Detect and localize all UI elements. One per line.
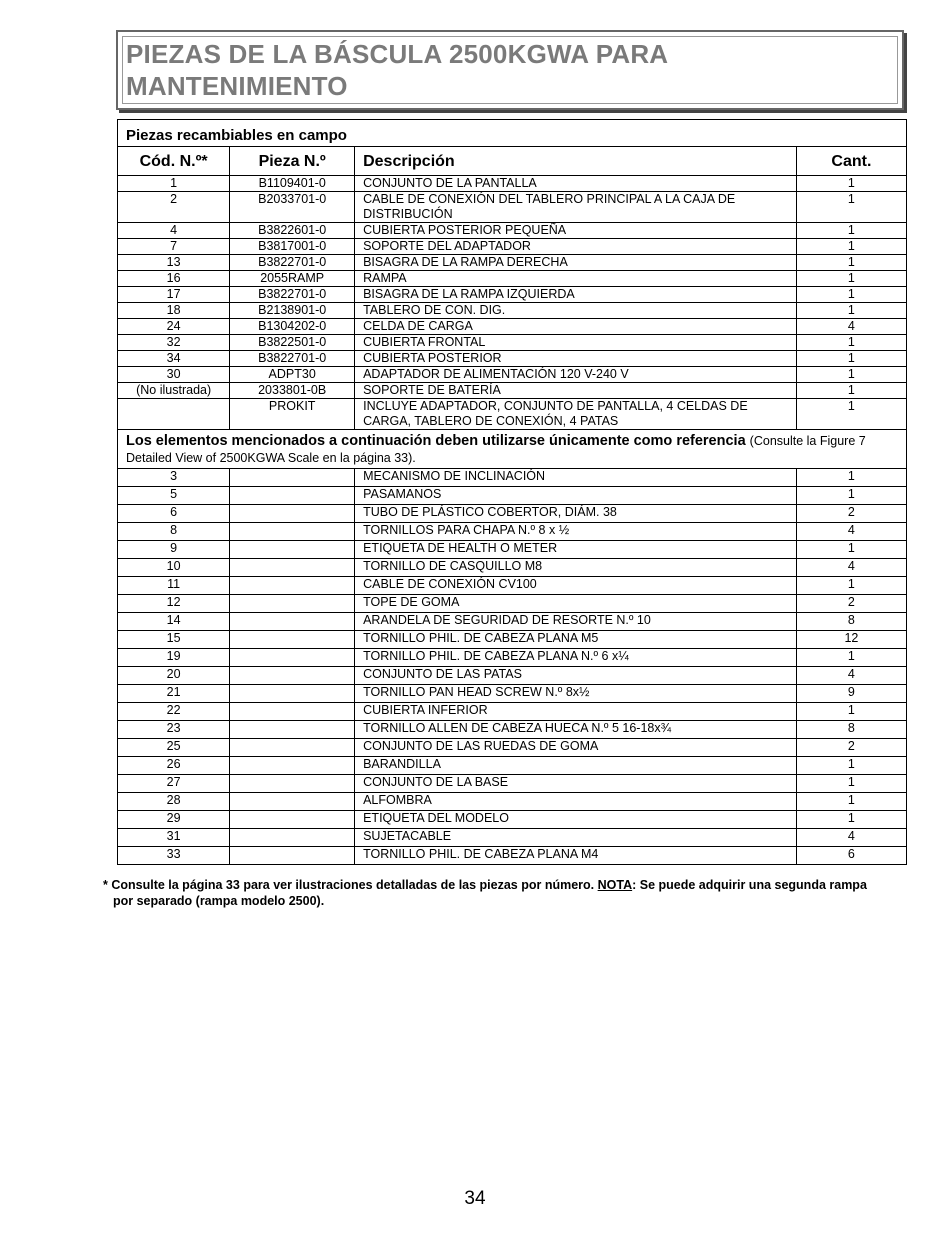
cell-description: TORNILLOS PARA CHAPA N.º 8 x ½ [355, 523, 797, 541]
cell-description: SOPORTE DEL ADAPTADOR [355, 239, 797, 255]
cell-description: CUBIERTA FRONTAL [355, 335, 797, 351]
table-row [118, 667, 907, 685]
cell-code: 18 [118, 303, 230, 319]
cell-code: 31 [118, 829, 230, 847]
cell-description: SUJETACABLE [355, 829, 797, 847]
cell-code: 32 [118, 335, 230, 351]
table-row [118, 595, 907, 613]
cell-code: 16 [118, 271, 230, 287]
cell-description: ADAPTADOR DE ALIMENTACIÓN 120 V-240 V [355, 367, 797, 383]
cell-description: ALFOMBRA [355, 793, 797, 811]
cell-part-number: B1109401-0 [230, 176, 355, 192]
table-row [118, 523, 907, 541]
cell-quantity: 4 [796, 319, 906, 335]
table-row [118, 271, 907, 287]
cell-quantity: 8 [796, 613, 906, 631]
cell-description: TORNILLO PHIL. DE CABEZA PLANA M5 [355, 631, 797, 649]
table-row [118, 223, 907, 239]
column-header-code: Cód. N.º* [118, 147, 230, 176]
cell-code: 23 [118, 721, 230, 739]
cell-part-number: ADPT30 [230, 367, 355, 383]
cell-code: 7 [118, 239, 230, 255]
cell-quantity: 1 [796, 649, 906, 667]
cell-part-number-empty [230, 685, 355, 703]
table-row [118, 793, 907, 811]
cell-code: 11 [118, 577, 230, 595]
cell-quantity: 1 [796, 793, 906, 811]
cell-quantity: 4 [796, 829, 906, 847]
cell-quantity: 1 [796, 239, 906, 255]
table-row [118, 613, 907, 631]
table-row [118, 469, 907, 487]
cell-description: CONJUNTO DE LA PANTALLA [355, 176, 797, 192]
cell-code: 34 [118, 351, 230, 367]
cell-description: SOPORTE DE BATERÍA [355, 383, 797, 399]
cell-part-number: 2033801-0B [230, 383, 355, 399]
table-row [118, 577, 907, 595]
cell-quantity: 1 [796, 757, 906, 775]
page-title [126, 38, 886, 102]
cell-code: 30 [118, 367, 230, 383]
table-row [118, 335, 907, 351]
footnote [103, 877, 933, 909]
cell-part-number: B2138901-0 [230, 303, 355, 319]
table-row [118, 383, 907, 399]
cell-quantity: 4 [796, 523, 906, 541]
cell-part-number-empty [230, 775, 355, 793]
cell-description: CUBIERTA POSTERIOR PEQUEÑA [355, 223, 797, 239]
cell-part-number-empty [230, 703, 355, 721]
table-row [118, 351, 907, 367]
cell-code: 14 [118, 613, 230, 631]
cell-description: RAMPA [355, 271, 797, 287]
cell-description: CUBIERTA INFERIOR [355, 703, 797, 721]
cell-quantity: 2 [796, 595, 906, 613]
table-row [118, 399, 907, 430]
cell-quantity: 4 [796, 667, 906, 685]
cell-description: TORNILLO PHIL. DE CABEZA PLANA N.º 6 x¼ [355, 649, 797, 667]
table-row [118, 739, 907, 757]
table-row [118, 505, 907, 523]
cell-code: 24 [118, 319, 230, 335]
cell-description: CABLE DE CONEXIÓN CV100 [355, 577, 797, 595]
cell-description: ETIQUETA DE HEALTH O METER [355, 541, 797, 559]
cell-quantity: 4 [796, 559, 906, 577]
cell-quantity: 1 [796, 703, 906, 721]
cell-description: BARANDILLA [355, 757, 797, 775]
cell-part-number: B3822501-0 [230, 335, 355, 351]
page-number: 34 [464, 1188, 486, 1209]
table-row [118, 319, 907, 335]
cell-description: CABLE DE CONEXIÓN DEL TABLERO PRINCIPAL A LA CAJA DE DISTRIBUCIÓN [355, 192, 797, 223]
cell-description: MECANISMO DE INCLINACIÓN [355, 469, 797, 487]
reference-heading-row [118, 430, 907, 469]
footnote-line-2: por separado (rampa modelo 2500). [113, 894, 325, 908]
table-row [118, 559, 907, 577]
cell-code: 20 [118, 667, 230, 685]
cell-part-number-empty [230, 739, 355, 757]
cell-code: 22 [118, 703, 230, 721]
cell-description: CONJUNTO DE LAS RUEDAS DE GOMA [355, 739, 797, 757]
cell-quantity: 1 [796, 367, 906, 383]
column-header-description: Descripción [355, 147, 797, 176]
cell-code: 26 [118, 757, 230, 775]
cell-quantity: 1 [796, 541, 906, 559]
cell-code: (No ilustrada) [118, 383, 230, 399]
cell-part-number-empty [230, 469, 355, 487]
cell-part-number-empty [230, 811, 355, 829]
table-header-row [118, 147, 907, 176]
table-row [118, 775, 907, 793]
cell-part-number: B3822701-0 [230, 255, 355, 271]
cell-code: 33 [118, 847, 230, 865]
cell-code: 9 [118, 541, 230, 559]
cell-quantity: 6 [796, 847, 906, 865]
cell-part-number-empty [230, 577, 355, 595]
table-row [118, 367, 907, 383]
cell-description: TUBO DE PLÁSTICO COBERTOR, DIÁM. 38 [355, 505, 797, 523]
cell-quantity: 1 [796, 469, 906, 487]
table-row [118, 487, 907, 505]
cell-code: 13 [118, 255, 230, 271]
table-row [118, 239, 907, 255]
cell-part-number-empty [230, 505, 355, 523]
cell-quantity: 1 [796, 383, 906, 399]
cell-part-number-empty [230, 649, 355, 667]
table-row [118, 176, 907, 192]
cell-part-number-empty [230, 667, 355, 685]
cell-quantity: 1 [796, 811, 906, 829]
cell-code: 5 [118, 487, 230, 505]
table-row [118, 192, 907, 223]
page-title-line-2: MANTENIMIENTO [126, 71, 348, 101]
table-row [118, 685, 907, 703]
cell-code: 27 [118, 775, 230, 793]
table-row [118, 255, 907, 271]
cell-quantity: 1 [796, 303, 906, 319]
cell-code: 8 [118, 523, 230, 541]
cell-quantity: 2 [796, 505, 906, 523]
cell-quantity: 1 [796, 351, 906, 367]
footnote-suffix: : Se puede adquirir una segunda rampa [632, 878, 867, 892]
cell-quantity: 8 [796, 721, 906, 739]
cell-part-number-empty [230, 721, 355, 739]
cell-quantity: 1 [796, 335, 906, 351]
cell-quantity: 1 [796, 271, 906, 287]
cell-code: 17 [118, 287, 230, 303]
table-row [118, 287, 907, 303]
section2-heading: Los elementos mencionados a continuación deben utilizarse únicamente como referencia [126, 433, 746, 449]
cell-description: TORNILLO ALLEN DE CABEZA HUECA N.º 5 16-18x¾ [355, 721, 797, 739]
table-row [118, 703, 907, 721]
cell-part-number: PROKIT [230, 399, 355, 430]
column-header-quantity: Cant. [796, 147, 906, 176]
cell-part-number-empty [230, 757, 355, 775]
cell-description: BISAGRA DE LA RAMPA DERECHA [355, 255, 797, 271]
cell-code: 1 [118, 176, 230, 192]
cell-code: 19 [118, 649, 230, 667]
cell-part-number: B3822701-0 [230, 351, 355, 367]
cell-description: PASAMANOS [355, 487, 797, 505]
table-row [118, 631, 907, 649]
cell-part-number-empty [230, 847, 355, 865]
table-row [118, 541, 907, 559]
cell-code: 2 [118, 192, 230, 223]
cell-code: 15 [118, 631, 230, 649]
table-row [118, 811, 907, 829]
page-title-box [116, 30, 904, 110]
cell-code: 4 [118, 223, 230, 239]
cell-part-number: B3817001-0 [230, 239, 355, 255]
cell-part-number: B3822601-0 [230, 223, 355, 239]
cell-part-number-empty [230, 541, 355, 559]
table-row [118, 303, 907, 319]
section-heading-row [118, 120, 907, 147]
cell-description: CONJUNTO DE LAS PATAS [355, 667, 797, 685]
cell-part-number-empty [230, 631, 355, 649]
cell-description: INCLUYE ADAPTADOR, CONJUNTO DE PANTALLA, 4 CELDAS DE CARGA, TABLERO DE CONEXIÓN, 4 PATAS [355, 399, 797, 430]
cell-code: 12 [118, 595, 230, 613]
page-title-line-1: PIEZAS DE LA BÁSCULA 2500KGWA PARA [126, 39, 669, 69]
cell-description: BISAGRA DE LA RAMPA IZQUIERDA [355, 287, 797, 303]
table-row [118, 847, 907, 865]
table-row [118, 649, 907, 667]
cell-quantity: 12 [796, 631, 906, 649]
cell-code: 29 [118, 811, 230, 829]
cell-code: 21 [118, 685, 230, 703]
cell-description: ETIQUETA DEL MODELO [355, 811, 797, 829]
cell-description: TORNILLO PHIL. DE CABEZA PLANA M4 [355, 847, 797, 865]
cell-description: CONJUNTO DE LA BASE [355, 775, 797, 793]
cell-description: TABLERO DE CON. DIG. [355, 303, 797, 319]
cell-part-number-empty [230, 595, 355, 613]
table-row [118, 757, 907, 775]
section2-heading-cell [118, 430, 907, 469]
cell-part-number-empty [230, 523, 355, 541]
cell-quantity: 1 [796, 577, 906, 595]
cell-code: 25 [118, 739, 230, 757]
section1-heading: Piezas recambiables en campo [118, 120, 907, 147]
cell-part-number-empty [230, 829, 355, 847]
table-row [118, 721, 907, 739]
footnote-text: * Consulte la página 33 para ver ilustraciones detalladas de las piezas por número. [103, 878, 598, 892]
footnote-nota: NOTA [597, 878, 633, 892]
table-row [118, 829, 907, 847]
cell-code: 3 [118, 469, 230, 487]
cell-quantity: 1 [796, 287, 906, 303]
cell-description: ARANDELA DE SEGURIDAD DE RESORTE N.º 10 [355, 613, 797, 631]
parts-table-body [118, 120, 907, 865]
cell-part-number-empty [230, 613, 355, 631]
cell-description: TORNILLO PAN HEAD SCREW N.º 8x½ [355, 685, 797, 703]
cell-part-number-empty [230, 487, 355, 505]
cell-quantity: 9 [796, 685, 906, 703]
cell-part-number-empty [230, 793, 355, 811]
cell-part-number-empty [230, 559, 355, 577]
cell-description: CUBIERTA POSTERIOR [355, 351, 797, 367]
cell-code: 28 [118, 793, 230, 811]
cell-code: 6 [118, 505, 230, 523]
cell-quantity: 2 [796, 739, 906, 757]
cell-part-number: B2033701-0 [230, 192, 355, 223]
cell-description: CELDA DE CARGA [355, 319, 797, 335]
cell-code: 10 [118, 559, 230, 577]
cell-quantity: 1 [796, 255, 906, 271]
cell-quantity: 1 [796, 487, 906, 505]
cell-part-number: B1304202-0 [230, 319, 355, 335]
cell-part-number: B3822701-0 [230, 287, 355, 303]
cell-code [118, 399, 230, 430]
cell-description: TORNILLO DE CASQUILLO M8 [355, 559, 797, 577]
parts-table [117, 119, 907, 865]
cell-quantity: 1 [796, 223, 906, 239]
section2-reference: (Consulte la Figure 7 Detailed View of 2500KGWA Scale en la página 33). [126, 434, 866, 465]
cell-description: TOPE DE GOMA [355, 595, 797, 613]
cell-quantity: 1 [796, 176, 906, 192]
cell-quantity: 1 [796, 192, 906, 223]
column-header-part: Pieza N.º [230, 147, 355, 176]
cell-quantity: 1 [796, 775, 906, 793]
cell-part-number: 2055RAMP [230, 271, 355, 287]
cell-quantity: 1 [796, 399, 906, 430]
